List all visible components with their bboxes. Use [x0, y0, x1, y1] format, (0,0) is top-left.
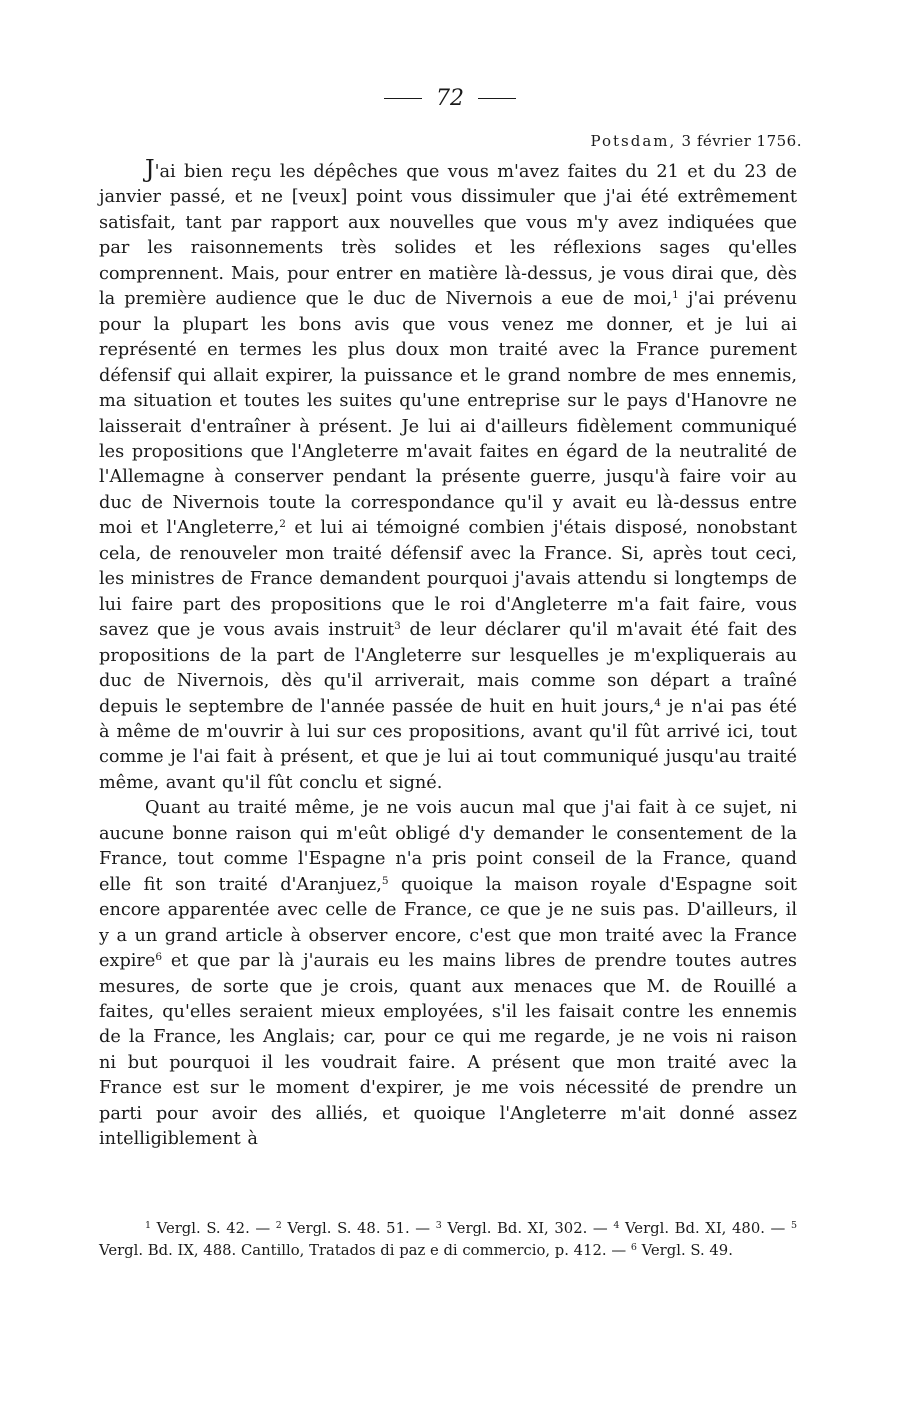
footnote-text: Vergl. Bd. XI, 302. —: [441, 1220, 614, 1237]
text-segment: je n'ai pas été à même de m'ouvrir à lui sur ces propositions, avant qu'il fût arrivé ici, tout comme je l'ai fait à présent, et que je lui ai tout communiqué jusqu'au traité même, avant qu'il fût conclu et signé.: [99, 696, 797, 793]
footnote-text: Vergl. Bd. XI, 480. —: [619, 1220, 791, 1237]
footnote-text: Vergl. S. 48. 51. —: [281, 1220, 436, 1237]
dropcap: J: [145, 155, 155, 183]
paragraph-2: [99, 796, 797, 1152]
paragraph-1: [99, 155, 798, 796]
footnote-number: 2: [275, 1220, 282, 1231]
footnote-number: 5: [790, 1220, 797, 1231]
text-segment: quoique la maison royale d'Espagne soit encore apparentée avec celle de France, ce que je ne suis pas. D'ailleurs, il y a un grand article à observer encore, c'est que mon traité avec la France expire: [99, 874, 797, 972]
dateline-place: Potsdam,: [590, 132, 677, 150]
text-segment: 'ai bien reçu les dépêches que vous m'avez faites du 21 et du 23 de janvier passé, et ne [veux] point vous dissimuler que j'ai été extrêmement satisfait, tant par rapport aux nouvelles que vous m'y avez indiquées que par les raisonnements très solides et les réflexions sages qu'elles comprennent. Mais, pour entrer en matière là-dessus, je vous dirai que, dès la première audience que le duc de Nivernois a eue de moi,: [99, 162, 797, 310]
footnote-ref: 3: [394, 620, 401, 633]
dateline-date: 3 février 1756.: [681, 132, 802, 150]
footnote-ref: 2: [279, 518, 286, 531]
text-segment: et que par là j'aurais eu les mains libres de prendre toutes autres mesures, de sorte que je crois, quant aux menaces que M. de Rouillé a faites, qu'elles seraient mieux employées, s'il les faisait contre les ennemis de la France, les Anglais; car, pour ce qui me regarde, je ne vois ni raison ni but pourquoi il les voudrait faire. A présent que mon traité avec la France est sur le moment d'expirer, je me vois nécessité de prendre un parti pour avoir des alliés, et quoique l'Angleterre m'ait donné assez intelligiblement à: [99, 951, 797, 1150]
text-segment: de leur déclarer qu'il m'avait été fait des propositions de la part de l'Angleterre sur lesquelles je m'expliquerais au duc de Nivernois, dès qu'il arriverait, mais comme son départ a traîné depuis le septembre de l'année passée de huit en huit jours,: [99, 620, 798, 717]
footnote-number: 3: [435, 1220, 442, 1231]
footnote-ref: 6: [155, 951, 163, 964]
footnotes: [99, 1218, 797, 1262]
footnote-block: [99, 1218, 797, 1262]
footnote-ref: 5: [381, 874, 389, 887]
footnote-number: 1: [145, 1220, 152, 1231]
page-header: [0, 86, 900, 111]
footnote-text: Vergl. Bd. IX, 488. Cantillo, Tratados di paz e di commercio, p. 412. —: [99, 1242, 631, 1259]
letter-body: [99, 155, 798, 1153]
page-number: 72: [436, 86, 464, 111]
footnote-ref: 1: [672, 289, 679, 302]
header-rule-right: [478, 98, 516, 99]
footnote-text: Vergl. S. 49.: [636, 1242, 733, 1259]
header-rule-left: [384, 98, 422, 99]
footnote-number: 4: [613, 1220, 620, 1231]
footnote-number: 6: [630, 1242, 637, 1253]
footnote-ref: 4: [654, 696, 661, 709]
text-segment: et lui ai témoigné combien j'étais disposé, nonobstant cela, de renouveler mon traité défensif avec la France. Si, après tout ceci, les ministres de France demandent pourquoi j'avais attendu si longtemps de lui faire part des propositions que le roi d'Angleterre m'a fait faire, vous savez que je vous avais instruit: [99, 518, 797, 641]
footnote-text: Vergl. S. 42. —: [151, 1220, 276, 1237]
dateline: [590, 132, 802, 150]
text-segment: Quant au traité même, je ne vois aucun mal que j'ai fait à ce sujet, ni aucune bonne raison qui m'eût obligé d'y demander le consentement de la France, tout comme l'Espagne n'a pris point conseil de la France, quand elle fit son traité d'Aranjuez,: [99, 798, 797, 895]
text-segment: j'ai prévenu pour la plupart les bons avis que vous venez me donner, et je lui ai représenté en termes les plus doux mon traité avec la France purement défensif qui allait expirer, la puissance et le grand nombre de mes ennemis, ma situation et toutes les suites qu'une entreprise sur le pays d'Hanovre ne laisserait d'entraîner à présent. Je lui ai d'ailleurs fidèlement communiqué les propositions que l'Angleterre m'avait faites en égard de la neutralité de l'Allemagne à conserver pendant la présente guerre, jusqu'à faire voir au duc de Nivernois toute la correspondance qu'il y avait eu là-dessus entre moi et l'Angleterre,: [99, 289, 797, 539]
